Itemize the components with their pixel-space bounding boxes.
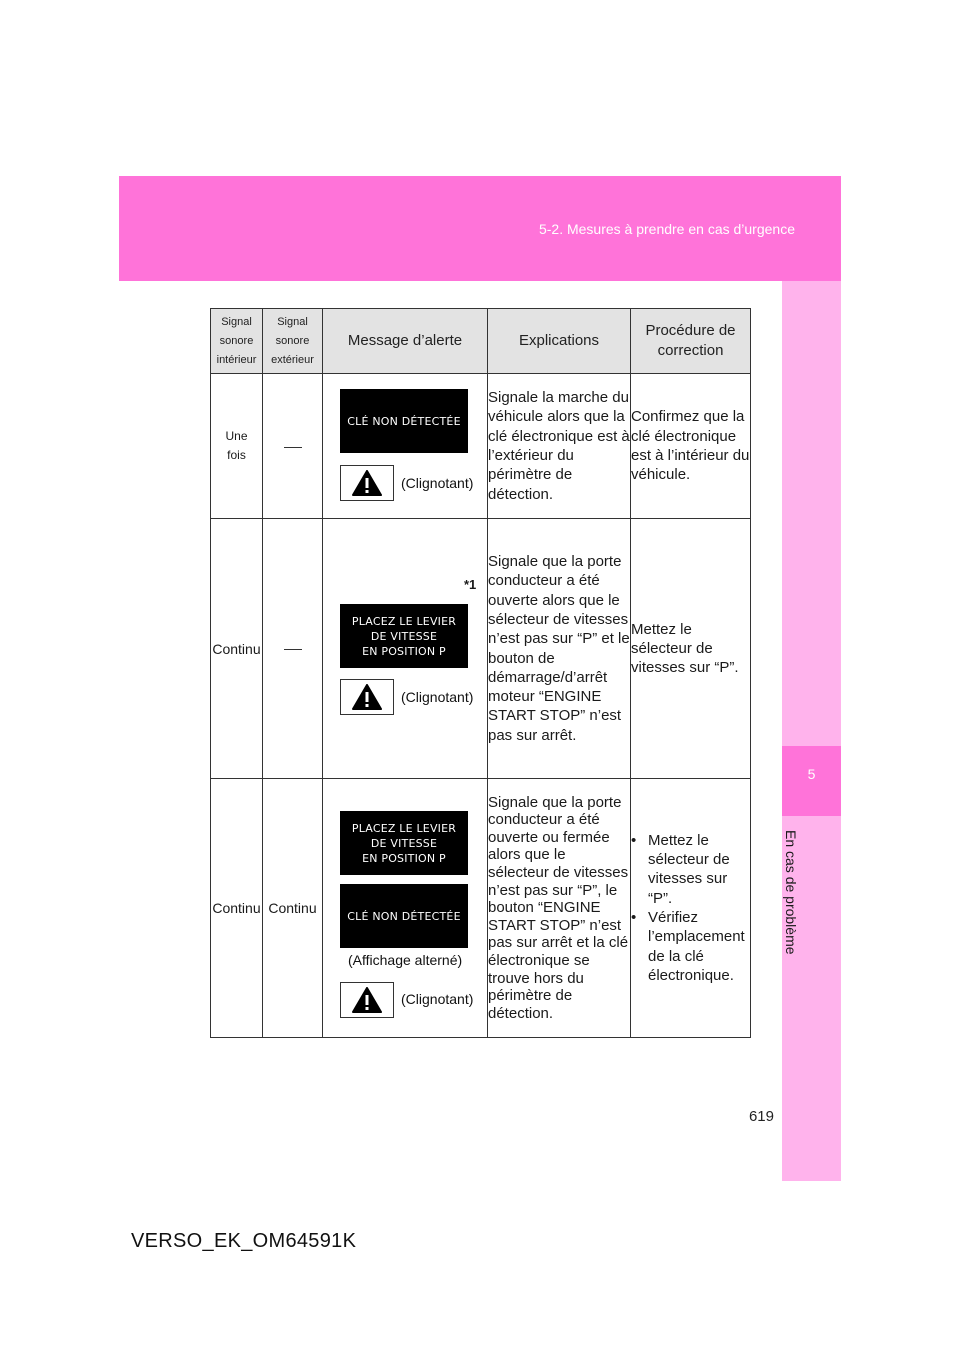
- message-cell: [323, 519, 488, 779]
- chapter-title: [783, 830, 809, 1030]
- warning-triangle-icon: [340, 679, 394, 715]
- dashboard-display: PLACEZ LE LEVIER DE VITESSE EN POSITION P: [340, 604, 468, 668]
- signal-int-cell: Continu: [211, 519, 263, 779]
- header-explications: Explications: [488, 309, 631, 374]
- chapter-number: 5: [807, 766, 816, 782]
- document-code: VERSO_EK_OM64591K: [131, 1230, 357, 1252]
- procedure-cell: Confirmez que la clé électronique est à l’intérieur du véhicule.: [631, 374, 751, 519]
- procedure-cell: Mettez le sélecteur de vitesses sur “P”.: [631, 519, 751, 779]
- section-title: 5-2. Mesures à prendre en cas d’urgence: [538, 221, 795, 237]
- chapter-title-text: En cas de problème: [783, 830, 799, 955]
- list-item: • Mettez le sélecteur de vitesses sur “P”.: [631, 831, 730, 907]
- signal-ext-cell: [263, 374, 323, 519]
- footnote-mark: *1: [464, 577, 477, 592]
- header-band: [119, 176, 841, 281]
- header-procedure: Procédure de correction: [631, 309, 751, 374]
- dash-mark: [284, 447, 302, 448]
- header-signal-ext: Signal sonore extérieur: [263, 309, 323, 374]
- signal-int-cell: Une fois: [211, 374, 263, 519]
- header-message: Message d’alerte: [323, 309, 488, 374]
- table-row: [211, 779, 751, 1038]
- message-cell: [323, 779, 488, 1038]
- signal-ext-cell: [263, 519, 323, 779]
- procedure-cell: [631, 779, 751, 1038]
- chapter-number-tab: [782, 746, 841, 816]
- message-cell: [323, 374, 488, 519]
- flashing-caption: (Clignotant): [401, 475, 474, 491]
- table-header-row: [211, 309, 751, 374]
- explication-cell: Signale que la porte conducteur a été ouverte ou fermée alors que le sélecteur de vitesses n’est pas sur “P”, le bouton “ENGINE START STOP” n’est pas sur arrêt et la clé électronique se trouve hors du périmètre de détection.: [488, 779, 631, 1038]
- warning-triangle-icon: [340, 982, 394, 1018]
- dashboard-display: CLÉ NON DÉTECTÉE: [340, 389, 468, 453]
- dashboard-display: PLACEZ LE LEVIER DE VITESSE EN POSITION P: [340, 811, 468, 875]
- explication-cell: Signale que la porte conducteur a été ouverte alors que le sélecteur de vitesses n’est pas sur “P” et le bouton de démarrage/d’arrêt moteur “ENGINE START STOP” n’est pas sur arrêt.: [488, 519, 631, 779]
- flashing-caption: (Clignotant): [401, 991, 474, 1007]
- alternating-caption: (Affichage alterné): [348, 952, 463, 968]
- procedure-list: [631, 831, 750, 985]
- page-number: 619: [748, 1108, 774, 1125]
- table-row: [211, 374, 751, 519]
- signal-ext-cell: Continu: [263, 779, 323, 1038]
- table-row: [211, 519, 751, 779]
- list-item: • Vérifiez l’emplacement de la clé électronique.: [631, 909, 745, 984]
- warning-table: [210, 308, 751, 1038]
- signal-int-cell: Continu: [211, 779, 263, 1038]
- dash-mark: [284, 649, 302, 650]
- dashboard-display: CLÉ NON DÉTECTÉE: [340, 884, 468, 948]
- header-signal-int: Signal sonore intérieur: [211, 309, 263, 374]
- warning-triangle-icon: [340, 465, 394, 501]
- explication-cell: Signale la marche du véhicule alors que la clé électronique est à l’extérieur du périmètre de détection.: [488, 374, 631, 519]
- chapter-side-tab: [782, 281, 841, 1181]
- flashing-caption: (Clignotant): [401, 689, 474, 705]
